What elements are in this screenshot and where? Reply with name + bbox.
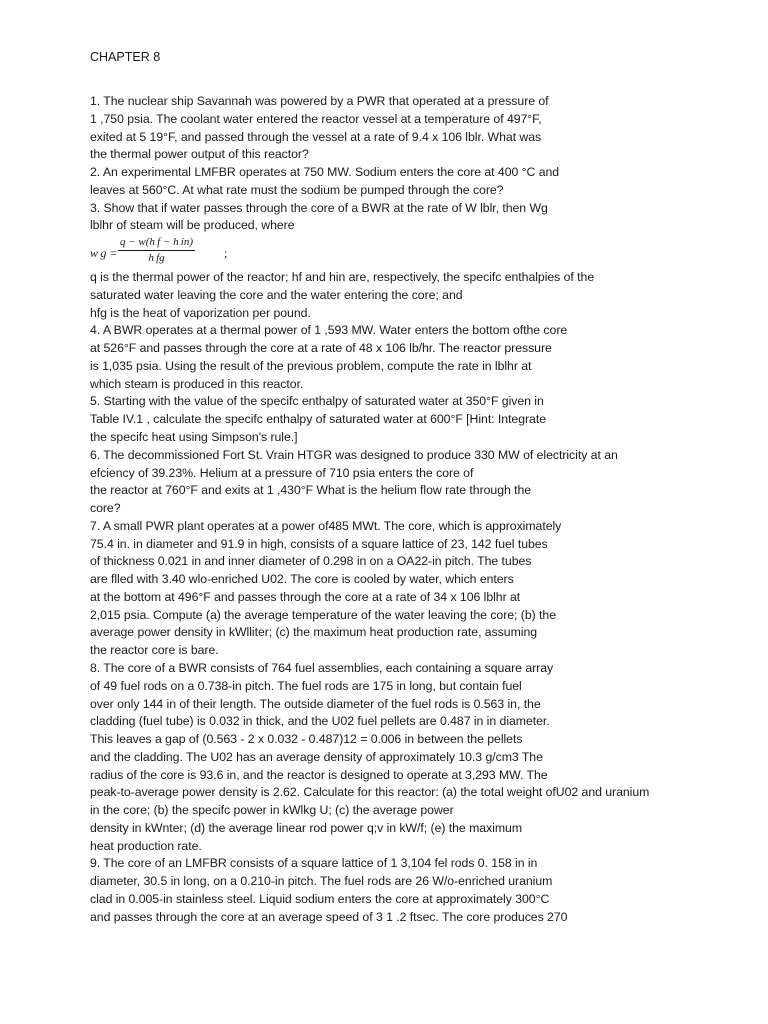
text-line: 5. Starting with the value of the specifc enthalpy of saturated water at 350°F given in [90,394,544,409]
text-line: peak-to-average power density is 2.62. Calculate for this reactor: (a) the total weight ofU02 and uranium [90,785,650,800]
text-line: the thermal power output of this reactor? [90,147,309,162]
text-line: diameter, 30.5 in long, on a 0.210-in pitch. The fuel rods are 26 W/o-enriched uranium [90,874,553,889]
text-line: core? [90,501,121,516]
text-block-after-equation [90,269,750,926]
text-line: heat production rate. [90,838,202,853]
text-line: the reactor core is bare. [90,643,219,658]
text-line: exited at 5 19°F, and passed through the vessel at a rate of 9.4 x 106 lblr. What was [90,129,542,144]
text-line: at the bottom at 496°F and passes through the core at a rate of 34 x 106 lblhr at [90,589,521,604]
text-line: 8. The core of a BWR consists of 764 fuel assemblies, each containing a square array [90,660,554,675]
equation-denominator: h fg [148,252,165,265]
text-line: 2,015 psia. Compute (a) the average temperature of the water leaving the core; (b) the [90,607,556,622]
equation-lhs: w g = [90,246,118,261]
text-line: the specifc heat using Simpson's rule.] [90,430,298,445]
text-line: clad in 0.005-in stainless steel. Liquid sodium enters the core at approximately 300°C [90,891,550,906]
text-line: 75.4 in. in diameter and 91.9 in high, consists of a square lattice of 23, 142 fuel tubes [90,536,548,551]
text-line: 9. The core of an LMFBR consists of a square lattice of 1 3,104 fel rods 0. 158 in in [90,856,538,871]
text-line: leaves at 560°C. At what rate must the sodium be pumped through the core? [90,182,504,197]
text-line: lblhr of steam will be produced, where [90,218,295,233]
text-line: 3. Show that if water passes through the core of a BWR at the rate of W lblr, then Wg [90,200,548,215]
text-line: are flled with 3.40 wlo-enriched U02. The core is cooled by water, which enters [90,572,514,587]
text-line: density in kWnter; (d) the average linear rod power q;v in kW/f; (e) the maximum [90,820,523,835]
text-line: saturated water leaving the core and the water entering the core; and [90,287,463,302]
text-line: of thickness 0.021 in and inner diameter of 0.298 in on a OA22-in pitch. The tubes [90,554,532,569]
text-line: which steam is produced in this reactor. [90,376,304,391]
text-line: is 1,035 psia. Using the result of the previous problem, compute the rate in lblhr at [90,358,532,373]
problem-text [90,93,750,926]
text-line: 2. An experimental LMFBR operates at 750 MW. Sodium enters the core at 400 °C and [90,165,560,180]
text-line: 4. A BWR operates at a thermal power of 1 ,593 MW. Water enters the bottom ofthe core [90,323,568,338]
text-block-before-equation [90,93,750,235]
chapter-title: CHAPTER 8 [90,50,161,64]
text-line: over only 144 in of their length. The outside diameter of the fuel rods is 0.563 in, the [90,696,541,711]
equation-fraction [118,235,195,266]
text-line: radius of the core is 93.6 in, and the reactor is designed to operate at 3,293 MW. The [90,767,548,782]
text-line: 1 ,750 psia. The coolant water entered the reactor vessel at a temperature of 497°F, [90,111,542,126]
text-line: and passes through the core at an average speed of 3 1 .2 ftsec. The core produces 270 [90,909,568,924]
text-line: of 49 fuel rods on a 0.738-in pitch. The fuel rods are 175 in long, but contain fuel [90,678,522,693]
text-line: efciency of 39.23%. Helium at a pressure of 710 psia enters the core of [90,465,474,480]
text-line: at 526°F and passes through the core at a rate of 48 x 106 lb/hr. The reactor pressure [90,341,552,356]
equation-tail: ; [224,246,228,261]
text-line: 6. The decommissioned Fort St. Vrain HTGR was designed to produce 330 MW of electricity at an [90,447,618,462]
text-line: 7. A small PWR plant operates at a power of485 MWt. The core, which is approximately [90,518,562,533]
text-line: and the cladding. The U02 has an average density of approximately 10.3 g/cm3 The [90,749,543,764]
text-line: hfg is the heat of vaporization per pound. [90,305,311,320]
text-line: This leaves a gap of (0.563 - 2 x 0.032 - 0.487)12 = 0.006 in between the pellets [90,732,523,747]
text-line: average power density in kWlliter; (c) the maximum heat production rate, assuming [90,625,538,640]
text-line: Table IV.1 , calculate the specifc enthalpy of saturated water at 600°F [Hint: Integrate [90,412,547,427]
text-line: 1. The nuclear ship Savannah was powered by a PWR that operated at a pressure of [90,94,549,108]
steam-rate-equation [90,235,750,269]
text-line: cladding (fuel tube) is 0.032 in thick, and the U02 fuel pellets are 0.487 in in diameter. [90,714,550,729]
text-line: q is the thermal power of the reactor; hf and hin are, respectively, the specifc enthalpies of the [90,270,595,285]
text-line: in the core; (b) the specifc power in kWlkg U; (c) the average power [90,803,454,818]
equation-numerator: q − w(h f − h in) [118,235,195,251]
text-line: the reactor at 760°F and exits at 1 ,430°F What is the helium flow rate through the [90,483,532,498]
